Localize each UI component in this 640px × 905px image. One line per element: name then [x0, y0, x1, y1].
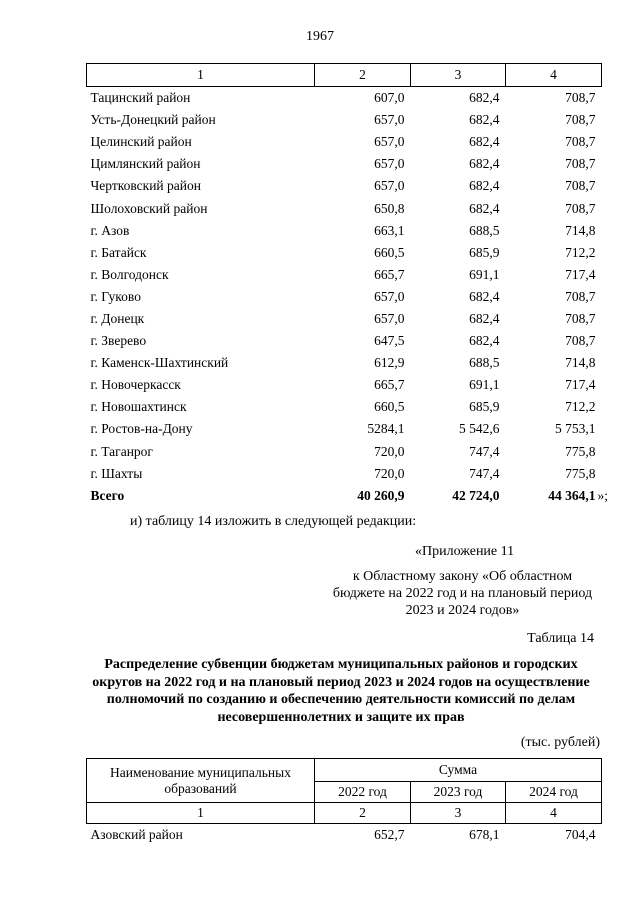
table-row [87, 824, 602, 847]
row-name: г. Новошахтинск [90, 399, 187, 415]
value-2024: 714,8 [565, 222, 596, 238]
value-2023: 682,4 [469, 333, 500, 349]
value-2022: 657,0 [374, 178, 405, 194]
table-row [87, 418, 602, 440]
value-2023: 682,4 [469, 310, 500, 326]
value-2023: 682,4 [469, 112, 500, 128]
row-name: г. Гуково [90, 288, 141, 304]
row-name: Всего [90, 487, 125, 503]
value-2024: 712,2 [565, 244, 596, 260]
value-2023: 682,4 [469, 200, 500, 216]
value-2022: 663,1 [374, 222, 405, 238]
table-row [87, 352, 602, 374]
value-2024: 708,7 [565, 310, 596, 326]
value-2023: 691,1 [469, 377, 500, 393]
table-row [87, 175, 602, 197]
value-2023: 5 542,6 [459, 421, 500, 437]
annex-subtitle: к Областному закону «Об областном бюджете на 2022 год и на плановый период 2023 и 2024 годов» [332, 569, 593, 618]
value-2023: 688,5 [469, 355, 500, 371]
value-2023: 678,1 [469, 827, 500, 842]
table-row [87, 374, 602, 396]
value-2022: 660,5 [374, 244, 405, 260]
row-name: г. Азов [90, 222, 130, 238]
column-index-row [87, 64, 602, 87]
value-2024: 714,8 [565, 355, 596, 371]
row-name: г. Новочеркасск [90, 377, 181, 393]
value-2022: 40 260,9 [357, 487, 405, 503]
column-index: 2 [315, 64, 411, 87]
table-row [87, 220, 602, 242]
column-header-year: 2022 год [315, 782, 411, 803]
continuation-table [86, 63, 609, 507]
column-index: 4 [506, 64, 602, 87]
column-index: 3 [411, 64, 506, 87]
column-header-year: 2023 год [411, 782, 506, 803]
column-header-name: Наименование муниципальных образований [87, 759, 315, 803]
value-2023: 682,4 [469, 156, 500, 172]
value-2023: 747,4 [469, 443, 500, 459]
column-header-sum: Сумма [315, 759, 602, 782]
value-2024: 708,7 [565, 333, 596, 349]
value-2024: 704,4 [565, 827, 596, 842]
row-name: г. Таганрог [90, 443, 153, 459]
column-index: 3 [411, 803, 506, 824]
table-row [87, 153, 602, 175]
row-name: Азовский район [90, 827, 183, 842]
value-2023: 682,4 [469, 90, 500, 106]
value-2022: 665,7 [374, 377, 405, 393]
table-row [87, 286, 602, 308]
table-row [87, 197, 602, 219]
value-2022: 657,0 [374, 134, 405, 150]
table-title: Распределение субвенции бюджетам муниципальных районов и городских округов на 2022 год и на плановый период 2023 и 2024 годов на осуществление полномочий по созданию и обеспечению деятельности комиссий по делам несовершеннолетних и защите их прав [92, 657, 590, 725]
value-2022: 650,8 [374, 200, 405, 216]
column-index: 4 [506, 803, 602, 824]
value-2024: 708,7 [565, 134, 596, 150]
closing-quote: »; [597, 487, 609, 503]
column-index: 1 [87, 803, 315, 824]
column-index-row [87, 803, 602, 824]
row-name: Целинский район [90, 134, 192, 150]
value-2022: 652,7 [374, 827, 405, 842]
table-row [87, 330, 602, 352]
table-row [87, 87, 602, 110]
value-2024: 708,7 [565, 90, 596, 106]
value-2023: 682,4 [469, 134, 500, 150]
value-2022: 612,9 [374, 355, 405, 371]
row-name: г. Каменск-Шахтинский [90, 355, 229, 371]
value-2024: 717,4 [565, 377, 596, 393]
units-label: (тыс. рублей) [520, 735, 600, 750]
value-2022: 720,0 [374, 443, 405, 459]
table-row [87, 242, 602, 264]
value-2024: 775,8 [565, 465, 596, 481]
value-2022: 607,0 [374, 90, 405, 106]
row-name: Тацинский район [90, 90, 191, 106]
value-2023: 685,9 [469, 399, 500, 415]
value-2024: 5 753,1 [555, 421, 596, 437]
table-14 [86, 758, 602, 846]
row-name: г. Зверево [90, 333, 147, 349]
row-name: Усть-Донецкий район [90, 112, 216, 128]
table-row [87, 109, 602, 131]
value-2022: 665,7 [374, 266, 405, 282]
value-2023: 747,4 [469, 465, 500, 481]
value-2024: 708,7 [565, 200, 596, 216]
annex-title: «Приложение 11 [415, 544, 515, 559]
table-row [87, 131, 602, 153]
value-2022: 657,0 [374, 310, 405, 326]
value-2022: 720,0 [374, 465, 405, 481]
value-2022: 647,5 [374, 333, 405, 349]
row-name: г. Донецк [90, 310, 145, 326]
column-header-year: 2024 год [506, 782, 602, 803]
value-2024: 708,7 [565, 288, 596, 304]
row-name: г. Волгодонск [90, 266, 169, 282]
value-2024: 712,2 [565, 399, 596, 415]
value-2022: 657,0 [374, 288, 405, 304]
value-2023: 688,5 [469, 222, 500, 238]
page-number: 1967 [306, 29, 334, 44]
value-2024: 708,7 [565, 178, 596, 194]
value-2022: 660,5 [374, 399, 405, 415]
table-row [87, 264, 602, 286]
value-2023: 685,9 [469, 244, 500, 260]
row-name: г. Батайск [90, 244, 147, 260]
table-label: Таблица 14 [527, 631, 594, 646]
value-2024: 708,7 [565, 156, 596, 172]
value-2023: 682,4 [469, 288, 500, 304]
total-row [87, 485, 602, 507]
column-index: 1 [87, 64, 315, 87]
table-row [87, 441, 602, 463]
value-2022: 657,0 [374, 112, 405, 128]
value-2024: 708,7 [565, 112, 596, 128]
value-2023: 42 724,0 [452, 487, 500, 503]
row-name: г. Ростов-на-Дону [90, 421, 193, 437]
row-name: Чертковский район [90, 178, 201, 194]
value-2022: 657,0 [374, 156, 405, 172]
column-index: 2 [315, 803, 411, 824]
row-name: г. Шахты [90, 465, 143, 481]
value-2024: 717,4 [565, 266, 596, 282]
amendment-paragraph: и) таблицу 14 изложить в следующей редакции: [130, 514, 417, 529]
table-row [87, 396, 602, 418]
table-row [87, 308, 602, 330]
value-2022: 5284,1 [367, 421, 405, 437]
value-2024: 775,8 [565, 443, 596, 459]
row-name: Цимлянский район [90, 156, 201, 172]
table-row [87, 463, 602, 485]
value-2023: 691,1 [469, 266, 500, 282]
value-2023: 682,4 [469, 178, 500, 194]
value-2024: 44 364,1 »; [506, 485, 602, 507]
row-name: Шолоховский район [90, 200, 208, 216]
